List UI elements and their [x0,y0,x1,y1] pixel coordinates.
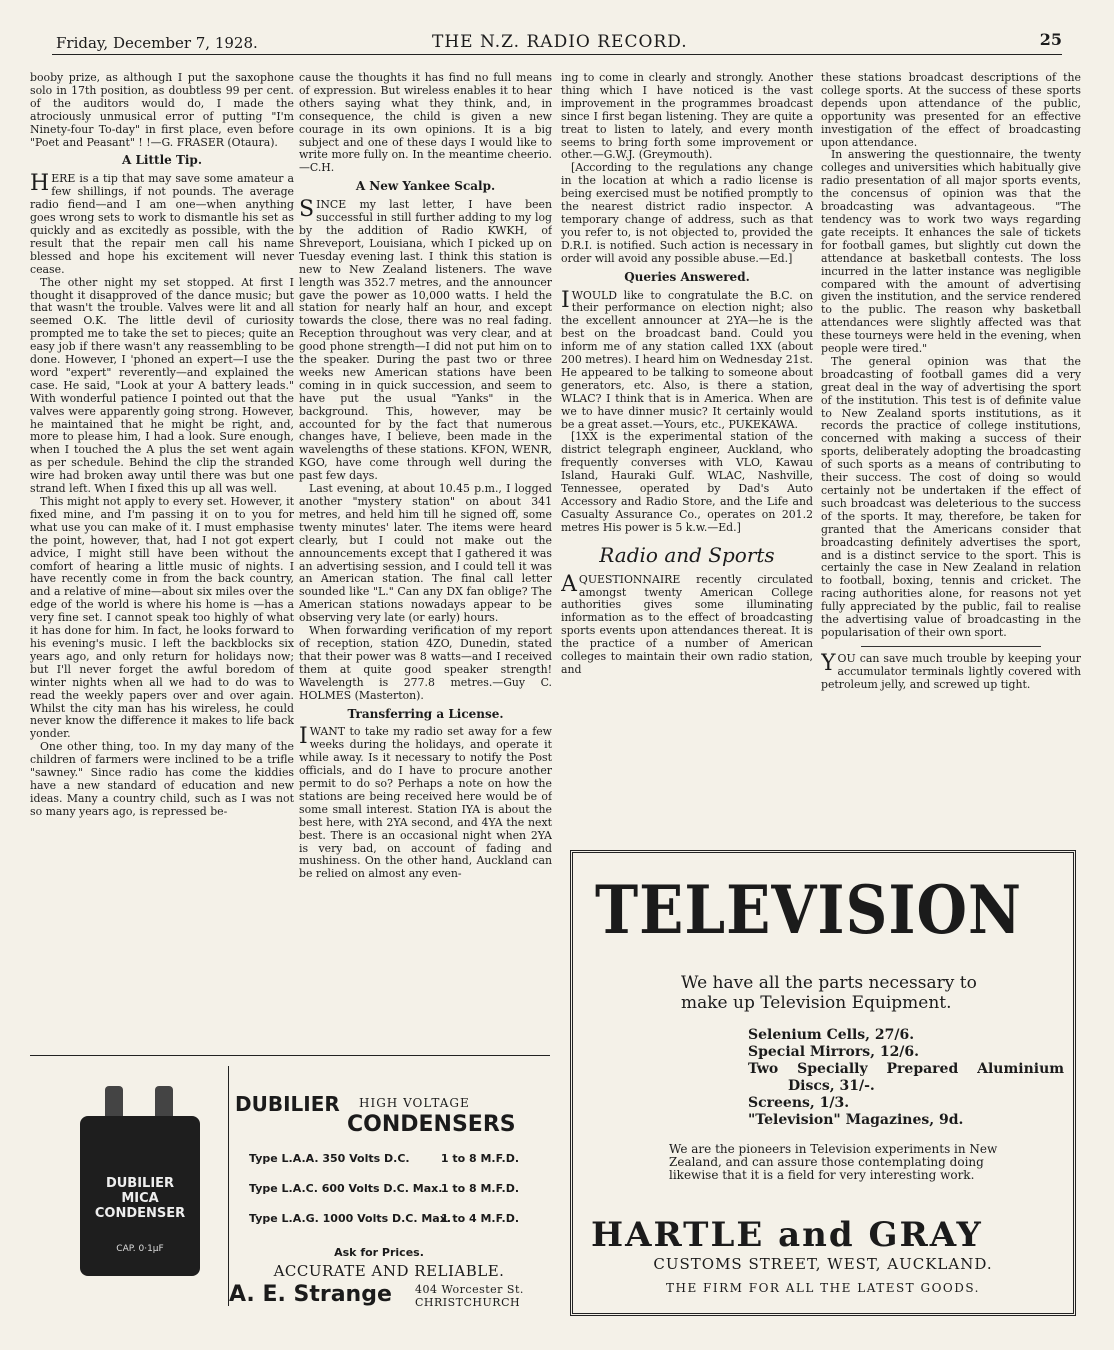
firm-name: HARTLE and GRAY [591,1215,983,1255]
paragraph: HERE is a tip that may save some amateur a few shillings, if not pounds. The average radio fiend—and I am one—when anything goes wrong sets to work to dismantle his set as quickly and as excitedly as possible, with the result that the repair men call his name blessed and hope his excitement will never cease. [30,171,294,276]
dealer-city: CHRISTCHURCH [415,1296,521,1309]
paragraph: IWANT to take my radio set away for a few weeks during the holidays, and operate it while away. Is it necessary to notify the Post officials, and do I have to procure another permit to do so? Perhaps a note on how the stations are being received here would be of some small interest. Station IYA is about the best here, with 2YA second, and 4YA the next best. There is an occasional night when 2YA is very bad, on account of fading and mushiness. On the other hand, Auckland can be relied on almost any even- [299,724,552,881]
column-4 [821,72,1081,832]
list-item: Special Mirrors, 12/6. [748,1044,920,1060]
article-heading-queries-answered: Queries Answered. [624,269,750,284]
condenser-range: 1 to 4 M.F.D. [440,1212,519,1225]
paragraph: When forwarding verification of my report of reception, station 4ZO, Dunedin, stated that their power was 8 watts—and I received them at quite good speaker strength! Wavelength is 277.8 metres.—Guy C. HOLMES (Masterton). [299,624,552,702]
paragraph: AQUESTIONNAIRE recently circulated amongst twenty American College authorities gives some illuminating information as to the effect of broadcasting sports events upon attendances thereat. It is the practice of a number of American colleges to maintain their own radio station, and [561,571,813,676]
paragraph: ing to come in clearly and strongly. Another thing which I have noticed is the vast improvement in the programmes broadcast since I first began listening. They are quite a treat to listen to lately, and every month seems to bring forth some improvement or other.—G.W.J. (Greymouth). [561,72,813,162]
television-title: TELEVISION [595,871,1023,950]
column-3 [561,72,813,840]
dubilier-advertisement [30,1055,550,1311]
paragraph: YOU can save much trouble by keeping your accumulator terminals lightly covered with petroleum jelly, and screwed up tight. [821,650,1081,691]
list-item: Screens, 1/3. [748,1095,850,1111]
terminal-icon [155,1086,173,1118]
high-voltage-label: HIGH VOLTAGE [359,1096,470,1110]
divider [861,646,1041,647]
condenser-label-kind: CONDENSER [94,1206,186,1221]
paragraph: SINCE my last letter, I have been successful in still further adding to my log by the addition of Radio KWKH, of Shreveport, Louisiana, which I picked up on Tuesday evening last. I think this station is new to New Zealand listeners. The wave length was 352.7 metres, and the announcer gave the power as 10,000 watts. I held the station for nearly half an hour, and except towards the close, there was no real fading. Reception throughout was very clear, and at good phone strength—I did not put him on to the speaker. During the past two or three weeks new American stations have been coming in in quick succession, and seem to have put the usual "Yanks" in the background. This, however, may be accounted for by the fact that numerous changes have, I believe, been made in the wavelengths of these stations. KFON, WENR, KGO, have come through well during the past few days. [299,197,552,483]
dealer-name: A. E. Strange [229,1282,392,1307]
issue-date: Friday, December 7, 1928. [56,34,258,52]
condenser-type-row [249,1152,539,1165]
television-advertisement [570,850,1076,1316]
article-heading-yankee-scalp: A New Yankee Scalp. [355,179,496,194]
condenser-type: Type L.A.G. 1000 Volts D.C. Max. [249,1212,452,1225]
dealer-address [415,1283,524,1309]
paragraph: booby prize, as although I put the saxophone solo in 17th position, as doubtless 99 per cent. of the auditors would do, I made the atrociously unmusical error of putting "I'm Ninety-four To-day" in first place, even before "Poet and Peasant" ! !—G. FRASER (Otaura). [30,72,294,149]
list-item: "Television" Magazines, 9d. [748,1112,964,1128]
paragraph: cause the thoughts it has find no full means of expression. But wireless enables it to hear others saying what they think, and, in consequence, the child is given a new courage in its own opinions. It is a big subject and one of these days I would like to write more fully on. In the meantime cheerio.—C.H. [299,72,552,175]
list-item: Selenium Cells, 27/6. [748,1027,915,1043]
paragraph: [According to the regulations any change in the location at which a radio license is being exercised must be notified promptly to the nearest district radio inspector. A temporary change of address, such as that you refer to, is not objected to, provided the D.R.I. is notified. Such action is necessary in order will avoid any possible abuse.—Ed.] [561,161,813,265]
paragraph: One other thing, too. In my day many of the children of farmers were inclined to be a trifle "sawney." Since radio has come the kiddies have a new standard of education and new ideas. Many a country child, such as I was not so many years ago, is repressed be- [30,740,294,818]
condenser-type-row [249,1182,539,1195]
dubilier-ad-text [228,1066,549,1309]
paragraph: these stations broadcast descriptions of the college sports. At the success of these sports depends upon attendance of the public, opportunity was presented for an effective investigation of the effect of broadcasting upon attendance. [821,72,1081,149]
condenser-type-row [249,1212,539,1225]
paragraph: Last evening, at about 10.45 p.m., I logged another "mystery station" on about 341 metres, and held him till he signed off, some twenty minutes' later. The items were heard clearly, but I could not make out the announcements except that I gathered it was an advertising session, and I could tell it was an American station. The final call letter sounded like "L." Can any DX fan oblige? The American stations nowadays appear to be observing very late (or early) hours. [299,482,552,625]
condensers-label: CONDENSERS [347,1112,516,1137]
ask-for-prices: Ask for Prices. [334,1246,424,1259]
pioneers-text: We are the pioneers in Television experiments in New Zealand, and can assure those contemplating doing likewise that it is a field for very interesting work. [669,1142,998,1182]
paragraph: The general opinion was that the broadcasting of football games did a very great deal in the way of advertising the sport of the institution. This test is of definite value to New Zealand sports institutions, as it records the practice of college institutions, concerned with making a success of their sports, deliberately adopting the broadcasting of such sports as a means of contributing to their success. The cost of doing so would certainly not be undertaken if the effect of such broadcast was deleterious to the success of the sports. It may, therefore, be taken for granted that the Americans consider that broadcasting definitely advertises the sport, and is a distinct service to the sport. This is certainly the case in New Zealand in relation to football, boxing, tennis and cricket. The racing authorities alone, for reasons not yet fully appreciated by the public, fail to realise the advertising value of broadcasting in the popularisation of their own sport. [821,354,1081,639]
intro-line: make up Television Equipment. [681,993,952,1013]
paragraph: [1XX is the experimental station of the district telegraph engineer, Auckland, who frequently converses with VLO, Kawau Island, Hauraki Gulf. WLAC, Nashville, Tennessee, operated by Dad's Auto Accessory and Radio Store, and the Life and Casualty Assurance Co., operates on 201.2 metres His power is 5 k.w.—Ed.] [561,430,813,534]
masthead-title: THE N.Z. RADIO RECORD. [432,32,688,52]
page-header [52,32,1062,55]
list-item: Two Specially Prepared Aluminium [748,1061,1065,1077]
page-number: 25 [1039,30,1062,49]
article-heading-transferring-license: Transferring a License. [347,706,504,721]
accurate-reliable: ACCURATE AND RELIABLE. [273,1262,505,1280]
condenser-range: 1 to 8 M.F.D. [440,1182,519,1195]
condenser-label-brand: DUBILIER [105,1176,175,1191]
condenser-capacity: CAP. 0·1μF [116,1244,164,1254]
condenser-label-type: MICA [121,1191,159,1206]
paragraph: IWOULD like to congratulate the B.C. on their performance on election night; also the excellent announcer at 2YA—he is the best on the broadcast band. Could you inform me of any station called 1XX (about 200 metres). I heard him on Wednesday 21st. He appeared to be talking to someone about generators, etc. Also, is there a station, WLAC? I think that is in America. When are we to have dinner music? It certainly would be a great asset.—Yours, etc., PUKEKAWA. [561,287,813,431]
paragraph: This might not apply to every set. However, it fixed mine, and I'm passing it on to you for what use you can make of it. I must emphasise the point, however, that, had I not got expert advice, I might still have been without the comfort of hearing a little music of nights. I have recently come in from the back country, and a relative of mine—about six miles over the edge of the world is where his home is —has a very fine set. I cannot speak too highly of what it has done for him. In fact, he looks forward to his evening's music. I left the backblocks six years ago, and only return for holidays now; but I'll never forget the awful boredom of winter nights when all we had to do was to read the weekly papers over and over again. Whilst the city man has his wireless, he could never know the difference it makes to life back yonder. [30,495,294,741]
intro-line: We have all the parts necessary to [681,973,977,993]
terminal-icon [105,1086,123,1118]
condenser-type: Type L.A.C. 600 Volts D.C. Max. [249,1182,443,1195]
television-intro [681,973,977,1013]
condenser-illustration [70,1086,210,1276]
firm-tagline: THE FIRM FOR ALL THE LATEST GOODS. [666,1281,980,1295]
column-2 [299,72,552,1047]
firm-address: CUSTOMS STREET, WEST, AUCKLAND. [653,1255,993,1273]
list-item: Discs, 31/-. [788,1078,875,1094]
paragraph: In answering the questionnaire, the twenty colleges and universities which habitually give radio presentation of all major sports events, the concensus of opinion was that the broadcasting was advantageous. "The tendency was to work two ways regarding gate receipts. It enhances the sale of tickets for football games, but slightly cut down the attendance at basketball contests. The loss incurred in the latter instance was negligible compared with the amount of advertising given the institution, and the service rendered to the public. The reason why basketball attendances were slightly affected was that these tourneys were held in the evening, when people were tired." [821,148,1081,356]
article-heading-radio-sports: Radio and Sports [599,542,775,567]
dubilier-brand: DUBILIER [235,1092,340,1116]
television-parts-list [748,1027,1064,1129]
condenser-type: Type L.A.A. 350 Volts D.C. [249,1152,410,1165]
column-1 [30,72,294,1047]
condenser-range: 1 to 8 M.F.D. [440,1152,519,1165]
paragraph: The other night my set stopped. At first I thought it disapproved of the dance music; but that wasn't the trouble. Valves were lit and all seemed O.K. The little devil of curiosity prompted me to take the set to pieces; quite an easy job if there wasn't any reassembling to be done. However, I 'phoned an expert—I use the word "expert" reverently—and explained the case. He said, "Look at your A battery leads." With wonderful patience I pointed out that the valves were apparently going strong. However, he maintained that he might be right, and, more to please him, I had a look. Sure enough, when I touched the A plus the set went again as per schedule. Behind the clip the stranded wire had broken away until there was but one strand left. When I fixed this up all was well. [30,275,294,496]
article-heading-little-tip: A Little Tip. [122,153,202,168]
dealer-street: 404 Worcester St. [415,1283,524,1296]
condenser-label [80,1176,200,1221]
